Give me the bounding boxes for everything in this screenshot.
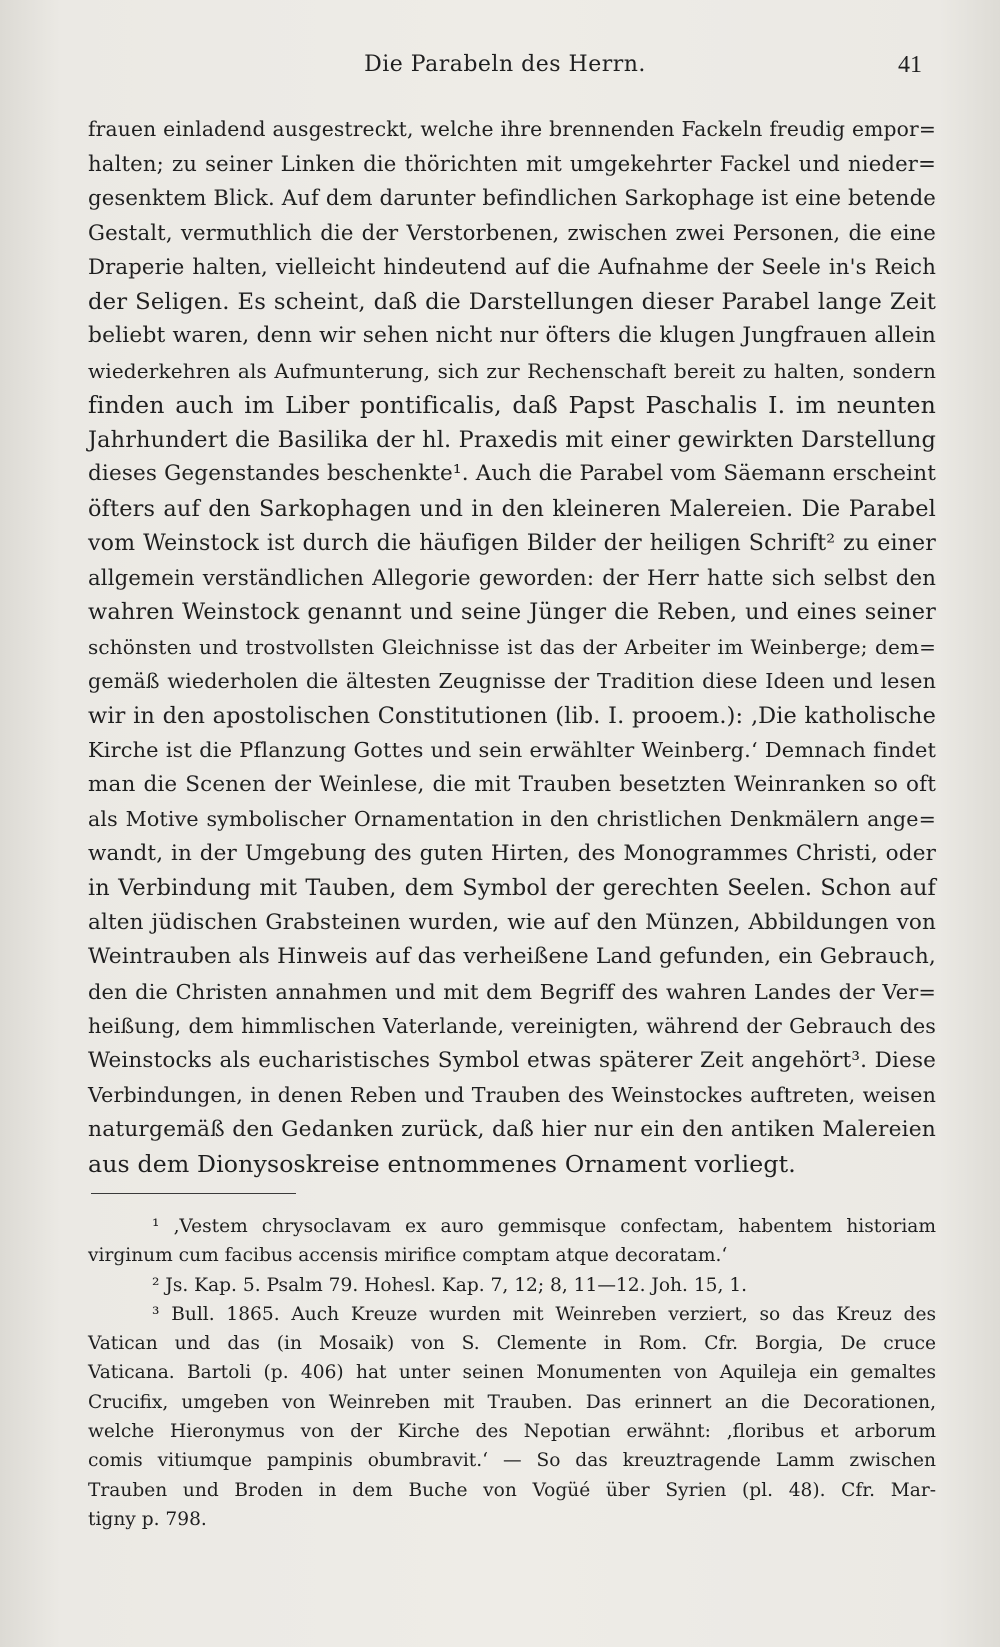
text-line: beliebt waren, denn wir sehen nicht nur öfters die klugen Jungfrauen allein — [88, 323, 936, 348]
footnote-line: Vaticana. Bartoli (p. 406) hat unter seinen Monumenten von Aquileja ein gemaltes — [88, 1362, 936, 1384]
text-line: als Motive symbolischer Ornamentation in den christlichen Denkmälern ange= — [88, 807, 936, 831]
footnote-line: tigny p. 798. — [88, 1508, 207, 1530]
body-text — [88, 112, 936, 1182]
footnote-line: ² Js. Kap. 5. Psalm 79. Hohesl. Kap. 7, 12; 8, 11—12. Joh. 15, 1. — [152, 1274, 748, 1296]
footnote-line: Vatican und das (in Mosaik) von S. Clemente in Rom. Cfr. Borgia, De cruce — [88, 1333, 936, 1355]
page-number: 41 — [898, 52, 922, 78]
footnote-line: Crucifix, umgeben von Weinreben mit Trauben. Das erinnert an die Decorationen, — [88, 1391, 936, 1413]
running-title: Die Parabeln des Herrn. — [364, 52, 646, 77]
text-line: der Seligen. Es scheint, daß die Darstellungen dieser Parabel lange Zeit — [88, 288, 936, 315]
footnote-line: welche Hieronymus von der Kirche des Nepotian erwähnt: ‚floribus et arborum — [88, 1421, 936, 1443]
text-line: Kirche ist die Pflanzung Gottes und sein erwählter Weinberg.‘ Demnach findet — [88, 738, 936, 762]
text-line: Jahrhundert die Basilika der hl. Praxedis mit einer gewirkten Darstellung — [88, 426, 936, 453]
footnote-line: comis vitiumque pampinis obumbravit.‘ — So das kreuztragende Lamm zwischen — [88, 1450, 936, 1472]
footnote-separator — [91, 1193, 296, 1194]
footnote-line: ¹ ‚Vestem chrysoclavam ex auro gemmisque confectam, habentem historiam — [152, 1216, 936, 1237]
footnote-line: ³ Bull. 1865. Auch Kreuze wurden mit Weinreben verziert, so das Kreuz des — [152, 1303, 936, 1325]
text-line: schönsten und trostvollsten Gleichnisse ist das der Arbeiter im Weinberge; dem= — [88, 634, 936, 659]
text-line: Gestalt, vermuthlich die der Verstorbenen, zwischen zwei Personen, die eine — [88, 219, 936, 245]
text-line: frauen einladend ausgestreckt, welche ihre brennenden Fackeln freudig empor= — [88, 117, 936, 141]
text-line: in Verbindung mit Tauben, dem Symbol der gerechten Seelen. Schon auf — [88, 875, 936, 901]
text-line: wir in den apostolischen Constitutionen (lib. I. prooem.): ‚Die katholische — [88, 702, 936, 729]
text-line: gesenktem Blick. Auf dem darunter befindlichen Sarkophage ist eine betende — [88, 185, 936, 210]
text-line: naturgemäß den Gedanken zurück, daß hier nur ein den antiken Malereien — [88, 1116, 936, 1142]
text-line: wandt, in der Umgebung des guten Hirten, des Monogrammes Christi, oder — [88, 840, 936, 866]
text-line: wiederkehren als Aufmunterung, sich zur Rechenschaft bereit zu halten, sondern — [88, 358, 936, 383]
text-line: allgemein verständlichen Allegorie geworden: der Herr hatte sich selbst den — [88, 564, 936, 590]
page-header — [88, 52, 922, 88]
text-line: dieses Gegenstandes beschenkte¹. Auch die Parabel vom Säemann erscheint — [88, 461, 936, 486]
footnote-line: Trauben und Broden in dem Buche von Vogüé über Syrien (pl. 48). Cfr. Mar- — [88, 1479, 936, 1501]
text-line: den die Christen annahmen und mit dem Begriff des wahren Landes der Ver= — [88, 979, 936, 1004]
text-line: halten; zu seiner Linken die thörichten mit umgekehrter Fackel und nieder= — [88, 150, 936, 176]
text-line: Verbindungen, in denen Reben und Trauben des Weinstockes auftreten, weisen — [88, 1083, 936, 1107]
footnotes — [88, 1212, 936, 1534]
text-line: Draperie halten, vielleicht hindeutend auf die Aufnahme der Seele in's Reich — [88, 254, 936, 279]
text-line: aus dem Dionysoskreise entnommenes Ornament vorliegt. — [88, 1150, 796, 1178]
text-line: man die Scenen der Weinlese, die mit Trauben besetzten Weinranken so oft — [88, 771, 936, 797]
text-line: Weinstocks als eucharistisches Symbol etwas späterer Zeit angehört³. Diese — [88, 1047, 936, 1073]
text-line: öfters auf den Sarkophagen und in den kleineren Malereien. Die Parabel — [88, 495, 936, 522]
text-line: finden auch im Liber pontificalis, daß Papst Paschalis I. im neunten — [88, 391, 936, 419]
text-line: gemäß wiederholen die ältesten Zeugnisse der Tradition diese Ideen und lesen — [88, 669, 936, 693]
text-line: Weintrauben als Hinweis auf das verheißene Land gefunden, ein Gebrauch, — [88, 944, 936, 969]
text-line: alten jüdischen Grabsteinen wurden, wie auf den Münzen, Abbildungen von — [88, 909, 936, 935]
text-line: heißung, dem himmlischen Vaterlande, vereinigten, während der Gebrauch des — [88, 1014, 936, 1038]
footnote-line: virginum cum facibus accensis mirifice comptam atque decoratam.‘ — [88, 1245, 728, 1267]
text-line: wahren Weinstock genannt und seine Jünger die Reben, und eines seiner — [88, 599, 936, 625]
text-line: vom Weinstock ist durch die häufigen Bilder der heiligen Schrift² zu einer — [88, 530, 936, 556]
